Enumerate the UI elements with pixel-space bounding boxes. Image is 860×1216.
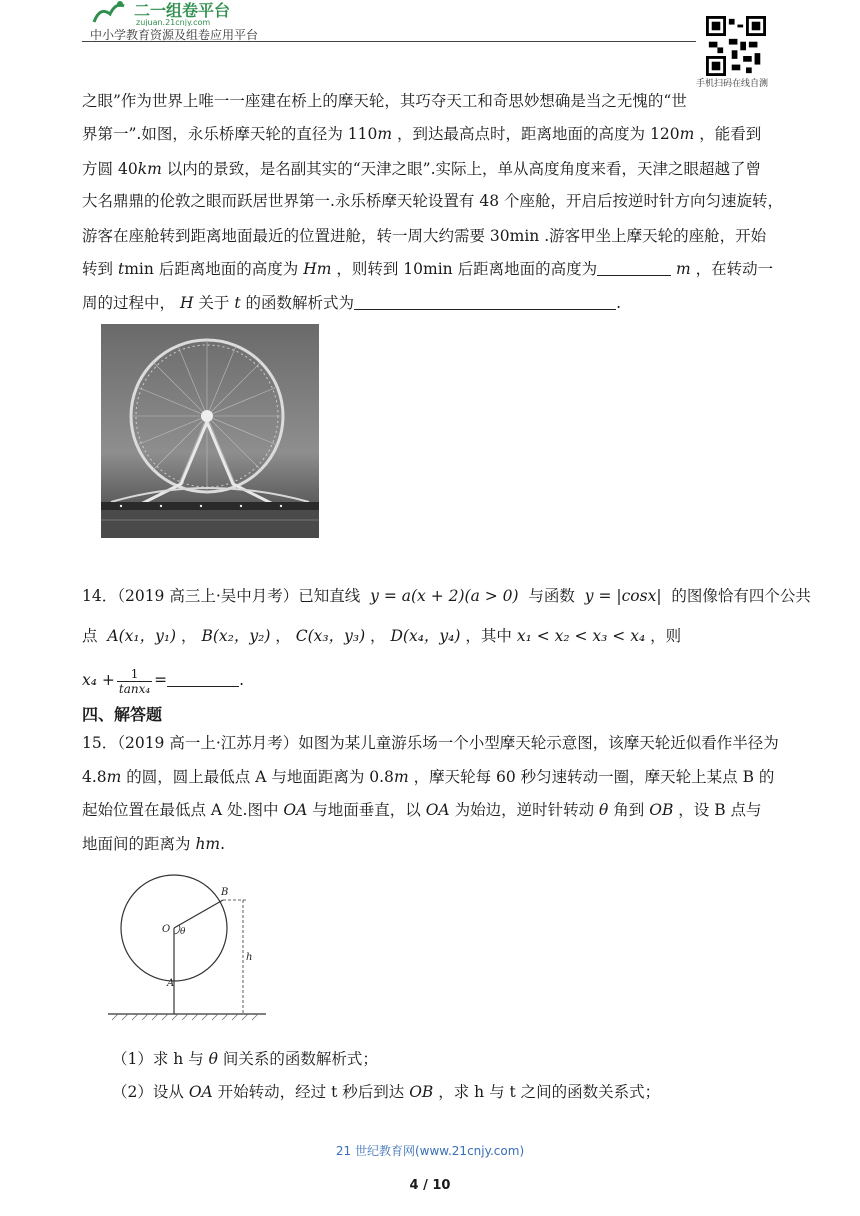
q13-line-7: 周的过程中， H 关于 t 的函数解析式为 . (82, 294, 621, 312)
fraction: $\frac{1}{\text{tanx₄}}$ (118, 666, 151, 696)
label-O: O (162, 924, 171, 935)
q13-line-1: 之眼”作为世界上唯一一座建在桥上的摩天轮，其巧夺天工和奇思妙想确是当之无愧的“世 (82, 92, 687, 110)
q15-part-2: （2）设从 OA 开始转动，经过 t 秒后到达 OB ，求 h 与 t 之间的函数关系式； (112, 1083, 661, 1101)
q13-line-4: 大名鼎鼎的伦敦之眼而跃居世界第一.永乐桥摩天轮设置有 48 个座舱，开启后按逆时针方向匀速旋转， (82, 192, 784, 210)
answer-blank-2[interactable] (354, 293, 616, 310)
q15-line-1: 15．（2019 高一上·江苏月考）如图为某儿童游乐场一个小型摩天轮示意图，该摩天轮近似看作半径为 (82, 734, 779, 752)
header-rule (82, 41, 696, 42)
ferris-wheel-diagram (108, 868, 268, 1026)
q14-line-2: 点 A(x₁，y₁) ， B(x₂，y₂) ， C(x₃，y₃) ， D(x₄，y₄) ，其中 x₁ < x₂ < x₃ < x₄ ，则 (82, 627, 682, 645)
brand-logo (90, 0, 275, 26)
label-B: B (221, 887, 229, 898)
ferris-wheel-photo (101, 324, 319, 538)
q15-part-1: （1）求 h 与 θ 间关系的函数解析式； (112, 1050, 378, 1068)
brand-domain: zujuan.21cnjy.com (136, 18, 211, 26)
header-subtitle: 中小学教育资源及组卷应用平台 (90, 28, 259, 42)
qr-code-icon (706, 16, 766, 76)
qr-caption: 手机扫码在线自测 (696, 79, 769, 89)
q14-line-3: x₄ + $\frac{1}{\text{tanx₄}}$ = . (82, 666, 245, 696)
q13-line-5: 游客在座舱转到距离地面最近的位置进舱，转一周大约需要 30min .游客甲坐上摩天轮的座舱，开始 (82, 227, 767, 245)
q13-line-2: 界第一”.如图，永乐桥摩天轮的直径为 110m ，到达最高点时，距离地面的高度为 120m ，能看到 (82, 125, 762, 143)
answer-blank-1[interactable] (597, 259, 671, 276)
footer-site-link[interactable]: 21 世纪教育网(www.21cnjy.com) (335, 1144, 525, 1158)
q14-line-1: 14．（2019 高三上·吴中月考）已知直线 y = a(x + 2)(a > 0) 与函数 y = |cosx| 的图像恰有四个公共 (82, 587, 811, 605)
q13-line-6: 转到 tmin 后距离地面的高度为 Hm ，则转到 10min 后距离地面的高度为 m ，在转动一 (82, 260, 774, 278)
answer-blank-3[interactable] (167, 670, 239, 687)
page-number: 4 / 10 (409, 1178, 451, 1193)
brand-name: 二一组卷平台 (134, 1, 231, 20)
q15-line-2: 4.8m 的圆，圆上最低点 A 与地面距离为 0.8m ，摩天轮每 60 秒匀速转动一圈，摩天轮上某点 B 的 (82, 768, 775, 786)
q13-line-3: 方圆 40km 以内的景致，是名副其实的“天津之眼”.实际上，单从高度角度来看，天津之眼超越了曾 (82, 160, 761, 178)
section-heading: 四、解答题 (82, 705, 163, 724)
label-A: A (167, 978, 175, 989)
label-h: h (246, 952, 253, 963)
q15-line-3: 起始位置在最低点 A 处.图中 OA 与地面垂直，以 OA 为始边，逆时针转动 θ 角到 OB ，设 B 点与 (82, 801, 762, 819)
q15-line-4: 地面间的距离为 hm. (82, 835, 226, 853)
label-theta: θ (180, 927, 186, 937)
